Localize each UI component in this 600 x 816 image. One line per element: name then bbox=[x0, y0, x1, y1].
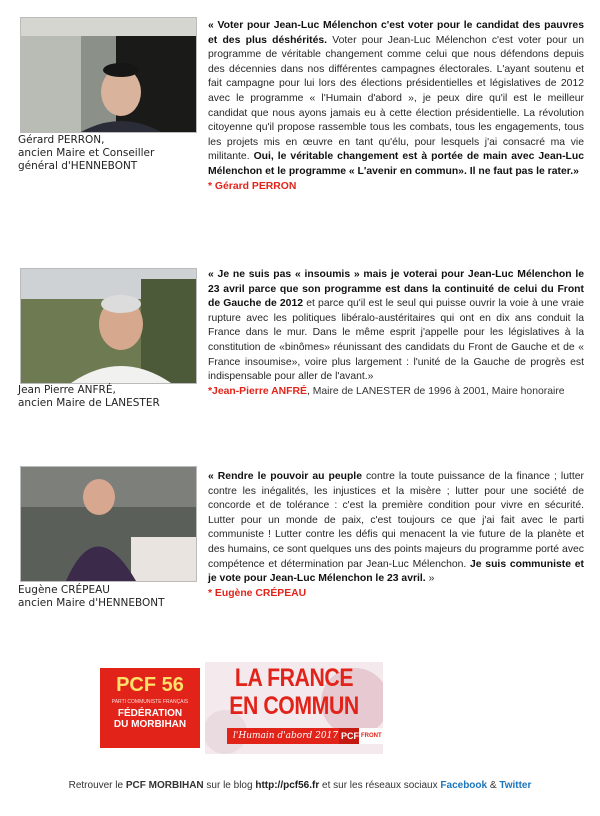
pcf56-logo-title: PCF 56 bbox=[116, 674, 184, 696]
photo-eugene-crepeau bbox=[20, 466, 197, 582]
quote-gerard-perron bbox=[208, 19, 584, 194]
quote-bold-intro: « Rendre le pouvoir au peuple bbox=[208, 471, 362, 482]
quote-jean-pierre-anfre bbox=[208, 268, 584, 399]
quote-signature-line bbox=[208, 385, 584, 400]
quote-body: contre la toute puissance de la finance ; lutter contre les inégalités, les injustices et la misère ; lutter pour une société de concorde et de tolérance : c'est la première condition pour vivre en sécurité. Lutter pour un monde de paix, c'est toujours ce que j'ai fait avec le parti communiste ! Lutter contre les défis qui menacent la vie future de la planète et des humains, ce sont quelques uns des points majeurs du programme porté avec compétence et détermination par Jean-Luc Mélenchon. bbox=[208, 471, 584, 570]
la-france-en-commun-logo bbox=[205, 662, 383, 754]
portrait-image bbox=[21, 269, 196, 383]
pcf56-logo-morbihan: DU MORBIHAN bbox=[113, 719, 187, 730]
pcf56-logo-subtitle: PARTI COMMUNISTE FRANÇAIS bbox=[111, 699, 189, 705]
caption-name: Jean Pierre ANFRÉ, bbox=[18, 384, 116, 396]
caption-jean-pierre-anfre bbox=[18, 384, 193, 410]
pcf56-logo bbox=[100, 668, 200, 748]
quote-body: et parce qu'il est le seul qui puisse ouvrir la voie à une vraie rupture avec les politiques libéralo-austéritaires qui ont en dix ans conduit la France dans le mur. Dans le même esprit j'appelle pour les législatives à la constitution de «binômes» réunissant des candidats du Front de Gauche et de « France insoumise», voire plus largement : l'unité de la Gauche de progrès est indispensable pour aller de l'avant.» bbox=[208, 298, 584, 383]
footer-prefix: Retrouver le bbox=[68, 780, 126, 791]
caption-role: ancien Maire de LANESTER bbox=[18, 397, 160, 409]
caption-gerard-perron bbox=[18, 134, 193, 173]
footer-blog-link[interactable]: http://pcf56.fr bbox=[255, 780, 320, 791]
logo-tagline-text: l'Humain d'abord 2017 bbox=[233, 731, 339, 741]
logo-pcf-badge: PCF bbox=[339, 728, 361, 744]
quote-outro-tail: » bbox=[425, 573, 435, 585]
logo-line-la-france: LA FRANCE bbox=[234, 664, 354, 692]
footer-amp: & bbox=[487, 780, 500, 791]
footer-mid2: et sur les réseaux sociaux bbox=[319, 780, 441, 791]
quote-signature-rest: , Maire de LANESTER de 1996 à 2001, Maire honoraire bbox=[306, 385, 565, 397]
footer-twitter-link[interactable]: Twitter bbox=[499, 780, 532, 791]
quote-body: Voter pour Jean-Luc Mélenchon c'est voter pour un programme de véritable changement comme celui que nous défendons depuis des décennies dans nos différentes campagnes électorales. L'ayant soutenu et fait campagne pour lui lors des élections présidentielles et législatives de 2012 avec le programme « l'Humain d'abord », je peux dire qu'il est le meilleur candidat que nous ayons jamais eu à cette élection présidentielle. La révolution citoyenne qu'il propose rassemble tous les combats, tous les engagements, tous les projets mis en œuvre en tant qu'élu, pour lesquels j'ai consacré ma vie militante. bbox=[208, 34, 585, 163]
quote-bold-intro: « Voter pour Jean-Luc Mélenchon c'est voter pour le candidat des pauvres et des plus déshérités. bbox=[208, 20, 584, 46]
quote-eugene-crepeau bbox=[208, 470, 584, 601]
portrait-image bbox=[21, 467, 196, 581]
logo-line-en-commun: EN COMMUN bbox=[229, 692, 359, 720]
caption-eugene-crepeau bbox=[18, 584, 193, 610]
caption-name: Eugène CRÉPEAU bbox=[18, 584, 110, 596]
quote-signature: * Gérard PERRON bbox=[208, 180, 297, 192]
quote-bold-intro: « Je ne suis pas « insoumis » mais je voterai pour Jean-Luc Mélenchon le 23 avril parce que son programme est dans la continuité de celui du Front de Gauche de 2012 bbox=[208, 269, 584, 310]
portrait-image bbox=[21, 18, 196, 132]
footer-org: PCF MORBIHAN bbox=[125, 780, 204, 791]
logo-tagline bbox=[227, 728, 344, 744]
footer-mid: sur le blog bbox=[203, 780, 256, 791]
quote-bold-outro: Oui, le véritable changement est à portée de main avec Jean-Luc Mélenchon et le programme « L'avenir en commun». Il ne faut pas le rater.» bbox=[208, 151, 584, 177]
photo-gerard-perron bbox=[20, 17, 197, 133]
quote-bold-outro: Je suis communiste et je vote pour Jean-Luc Mélenchon le 23 avril. bbox=[208, 558, 584, 585]
photo-jean-pierre-anfre bbox=[20, 268, 197, 384]
caption-name: Gérard PERRON, bbox=[18, 134, 105, 146]
quote-signature: * Eugène CRÉPEAU bbox=[208, 587, 307, 599]
footer-line bbox=[0, 780, 600, 791]
caption-role: ancien Maire d'HENNEBONT bbox=[18, 597, 165, 609]
logo-front-badge: FRONT bbox=[359, 728, 383, 744]
quote-signature: *Jean-Pierre ANFRÉ bbox=[208, 385, 307, 397]
pcf56-logo-federation: FÉDÉRATION bbox=[117, 708, 183, 719]
footer-facebook-link[interactable]: Facebook bbox=[440, 780, 488, 791]
caption-role: ancien Maire et Conseiller général d'HENNEBONT bbox=[18, 147, 155, 172]
